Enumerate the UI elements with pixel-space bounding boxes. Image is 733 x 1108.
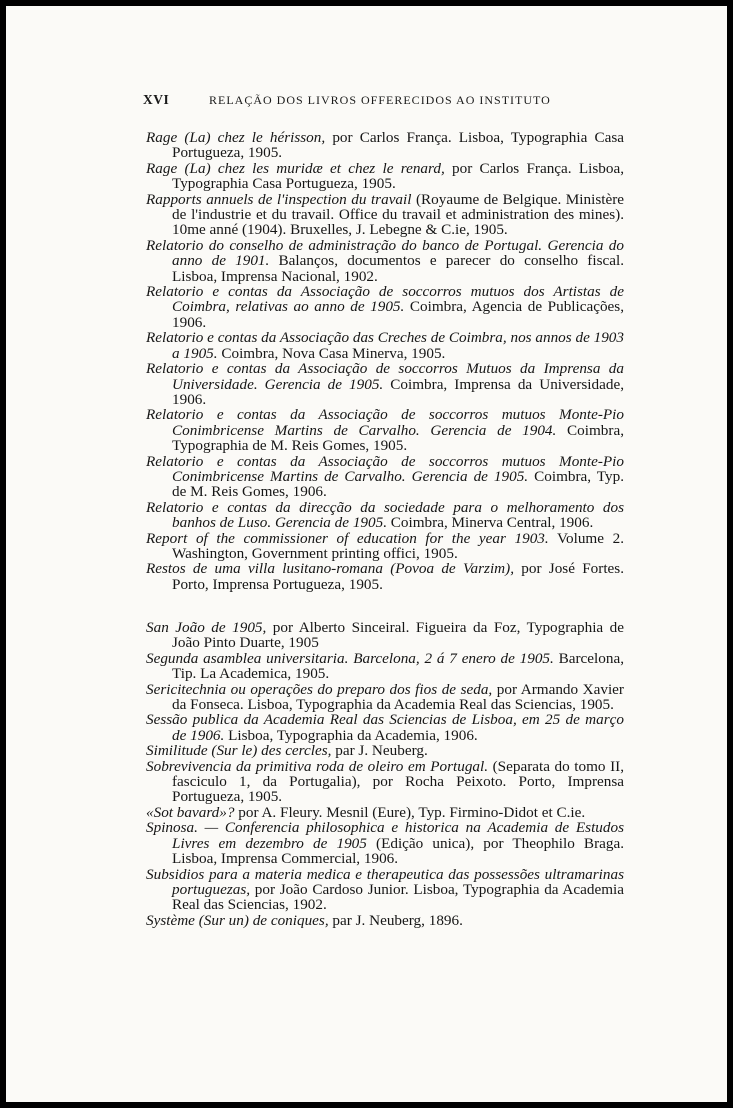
bibliography-entry xyxy=(146,130,624,161)
entry-details: por Alberto Sinceiral. Figueira da Foz, Typographia de João Pinto Duarte, 1905 xyxy=(172,619,624,652)
page-header xyxy=(143,92,579,114)
entry-title: Report of the commissioner of education for the year 1903. xyxy=(146,529,549,547)
entry-title: Subsidios para a materia medica e therapeutica das possessões ultramarinas portuguezas, xyxy=(146,865,624,898)
entry-details: (Royaume de Belgique. Ministère de l'industrie et du travail. Office du travail et administration des mines). 10me anné (1904). Bruxelles, J. Lebegne & C.ie, 1905. xyxy=(172,190,624,239)
bibliography-entry xyxy=(146,913,624,928)
entry-title: Relatorio e contas da Associação de soccorros Mutuos da Imprensa da Universidade. Gerencia de 1905. xyxy=(146,360,624,393)
entries-list-bottom xyxy=(146,620,624,928)
entry-details: por João Cardoso Junior. Lisboa, Typographia da Academia Real das Sciencias, 1902. xyxy=(172,880,624,914)
entry-details: Barcelona, Tip. La Academica, 1905. xyxy=(172,649,624,683)
entry-details: por Armando Xavier da Fonseca. Lisboa, Typographia da Academia Real das Sciencias, 1905. xyxy=(172,680,624,714)
bibliography-entry xyxy=(146,867,624,913)
entry-title: Relatorio e contas da Associação das Creches de Coimbra, nos annos de 1903 a 1905. xyxy=(146,329,624,362)
entry-title: Sessão publica da Academia Real das Sciencias de Lisboa, em 25 de março de 1906. xyxy=(146,711,624,744)
bibliography-entry xyxy=(146,407,624,453)
bibliography-entry xyxy=(146,361,624,407)
bibliography-entry xyxy=(146,759,624,805)
entry-title: Segunda asamblea universitaria. Barcelona, 2 á 7 enero de 1905. xyxy=(146,649,554,667)
entry-details: Coimbra, Typ. de M. Reis Gomes, 1906. xyxy=(172,467,625,501)
entries-list-top xyxy=(146,130,624,592)
bibliography-entry xyxy=(146,805,624,820)
bibliography-entry xyxy=(146,238,624,284)
entry-details: (Separata do tomo II, fasciculo 1, da Portugalia), por Rocha Peixoto. Porto, Imprensa Portugueza, 1905. xyxy=(172,757,625,806)
entry-details: Coimbra, Minerva Central, 1906. xyxy=(387,514,594,532)
entry-title: Rage (La) chez le hérisson, xyxy=(146,129,326,146)
entry-details: por José Fortes. Porto, Imprensa Portugueza, 1905. xyxy=(172,560,624,593)
entry-title: Spinosa. — Conferencia philosophica e historica na Academia de Estudos Livres em dezembro de 1905 xyxy=(146,819,624,852)
bibliography-entry xyxy=(146,712,624,743)
entry-details: por A. Fleury. Mesnil (Eure), Typ. Firmino-Didot et C.ie. xyxy=(234,803,586,821)
entry-title: Relatorio do conselho de administração do banco de Portugal. Gerencia do anno de 1901. xyxy=(146,236,624,270)
entry-title: Relatorio e contas da Associação de soccorros mutuos dos Artistas de Coimbra, relativas ao anno de 1905. xyxy=(146,283,624,316)
entry-title: San João de 1905, xyxy=(146,619,267,636)
entry-title: Relatorio e contas da Associação de soccorros mutuos Monte-Pio Conimbricense Martins de Carvalho. Gerencia de 1905. xyxy=(146,452,624,485)
bibliography-entry xyxy=(146,192,624,238)
bibliography-entry xyxy=(146,284,624,330)
entry-details: Coimbra, Typographia de M. Reis Gomes, 1905. xyxy=(172,421,624,455)
entry-details: (Edição unica), por Theophilo Braga. Lisboa, Imprensa Commercial, 1906. xyxy=(172,834,624,868)
bibliography-entry xyxy=(146,561,624,592)
entry-title: Relatorio e contas da Associação de soccorros mutuos Monte-Pio Conimbricense Martins de Carvalho. Gerencia de 1904. xyxy=(146,406,624,439)
bibliography-entry xyxy=(146,531,624,562)
entry-details: Coimbra, Imprensa da Universidade, 1906. xyxy=(172,375,624,408)
bibliography-entry xyxy=(146,330,624,361)
entry-details: Coimbra, Nova Casa Minerva, 1905. xyxy=(217,344,446,362)
bibliography-entry xyxy=(146,500,624,531)
bibliography-entry xyxy=(146,651,624,682)
entry-title: Restos de uma villa lusitano-romana (Povoa de Varzim), xyxy=(146,560,514,578)
entry-details: por Carlos França. Lisboa, Typographia Casa Portugueza, 1905. xyxy=(172,159,624,193)
bibliography-entry xyxy=(146,820,624,866)
entry-details: por Carlos França. Lisboa, Typographia Casa Portugueza, 1905. xyxy=(172,129,624,162)
entry-details: par J. Neuberg. xyxy=(331,742,428,760)
entry-details: par J. Neuberg, 1896. xyxy=(328,911,463,929)
entry-details: Volume 2. Washington, Government printing offici, 1905. xyxy=(172,529,624,562)
bibliography-entry xyxy=(146,682,624,713)
entry-title: «Sot bavard»? xyxy=(146,803,235,821)
entry-title: Relatorio e contas da direcção da sociedade para o melhoramento dos banhos de Luso. Gerencia de 1905. xyxy=(146,498,624,532)
entry-title: Sericitechnia ou operações do preparo dos fios de seda, xyxy=(146,680,493,698)
entry-title: Système (Sur un) de coniques, xyxy=(146,911,329,929)
entry-details: Coimbra, Agencia de Publicações, 1906. xyxy=(172,298,624,331)
book-page xyxy=(6,6,727,1102)
entry-title: Sobrevivencia da primitiva roda de oleiro em Portugal. xyxy=(146,757,489,775)
page-number: XVI xyxy=(143,92,170,107)
entry-details: Balanços, documentos e parecer do conselho fiscal. Lisboa, Imprensa Nacional, 1902. xyxy=(172,252,624,285)
bibliography-entry xyxy=(146,454,624,500)
bibliography-entry xyxy=(146,620,624,651)
entry-title: Rage (La) chez les muridæ et chez le renard, xyxy=(146,159,445,177)
running-title: RELAÇÃO DOS LIVROS OFFERECIDOS AO INSTITUTO xyxy=(209,93,551,107)
bibliography-entry xyxy=(146,161,624,192)
entry-title: Rapports annuels de l'inspection du travail xyxy=(146,190,412,208)
entry-title: Similitude (Sur le) des cercles, xyxy=(146,742,332,760)
entry-details: Lisboa, Typographia da Academia, 1906. xyxy=(224,726,478,744)
bibliography-entry xyxy=(146,743,624,758)
